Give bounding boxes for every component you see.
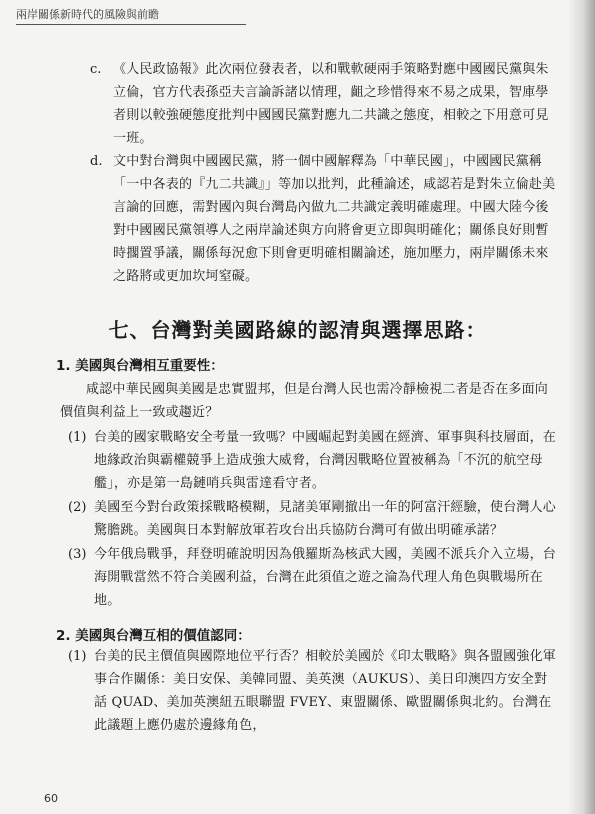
paragraph-intro: 咸認中華民國與美國是忠實盟邦，但是台灣人民也需冷靜檢視二者是否在多面向價值與利益上一致或趨近？ [60,382,549,420]
paragraph-item-d: 文中對台灣與中國國民黨，將一個中國解釋為「中華民國」，中國國民黨稱「一中各表的『九二共識』」等加以批判，此種論述，咸認若是對朱立倫赴美言論的回應，需對國內與台灣島內做九二共識定義明確處理。中國大陸今後對中國國民黨領導人之兩岸論述與方向將會更立即與明確化；關係良好則暫時擱置爭議，關係每況愈下則會更明確相關論述，施加壓力，兩岸關係未來之路將或更加坎坷窒礙。 [113,154,556,284]
paragraph-item-c: 《人民政協報》此次兩位發表者，以和戰軟硬兩手策略對應中國國民黨與朱立倫，官方代表孫亞夫言論訴諸以情理，齟之珍惜得來不易之成果，智庫學者則以較強硬態度批判中國國民黨對應九二共識之態度，相較之下用意可見一班。 [113,62,549,146]
subheading-2: 2. 美國與台灣互相的價值認同： [56,628,251,644]
point-1-1: 台美的國家戰略安全考量一致嗎？中國崛起對美國在經濟、軍事與科技層面，在地緣政治與霸權競爭上造成強大威脅，台灣因戰略位置被稱為「不沉的航空母艦」，亦是第一島鏈哨兵與雷達看守者。 [94,430,557,491]
section-heading: 七、台灣對美國路線的認清與選擇思路： [108,318,487,342]
subheading-1: 1. 美國與台灣相互重要性： [56,358,224,374]
point-marker-1-1: (1) [68,430,87,445]
running-header: 兩岸關係新時代的風險與前瞻 [16,6,246,25]
point-2-1: 台美的民主價值與國際地位平行否？相較於美國於《印太戰略》與各盟國強化軍事合作關係：美日安保、美韓同盟、美英澳（AUKUS）、美日印澳四方安全對話 QUAD、美加英澳紐五眼聯盟 FVEY、東盟關係、歐盟關係與北約。台灣在此議題上應仍處於邊緣角色， [94,649,557,733]
list-marker-d: d. [90,154,103,169]
point-marker-2-1: (1) [68,649,87,664]
page-number: 60 [44,792,58,805]
point-marker-1-3: (3) [68,547,87,562]
point-1-3: 今年俄烏戰爭，拜登明確說明因為俄羅斯為核武大國，美國不派兵介入立場，台海開戰當然不符合美國利益，台灣在此須值之遊之淪為代理人角色與戰場所在地。 [94,547,557,608]
list-marker-c: c. [90,62,102,77]
point-marker-1-2: (2) [68,500,87,515]
point-1-2: 美國至今對台政策採戰略模糊，見諸美軍剛撤出一年的阿富汗經驗，使台灣人心驚膽跳。美國與日本對解放軍若攻台出兵協防台灣可有做出明確承諾？ [94,500,557,538]
page-edge-shadow [567,0,595,814]
